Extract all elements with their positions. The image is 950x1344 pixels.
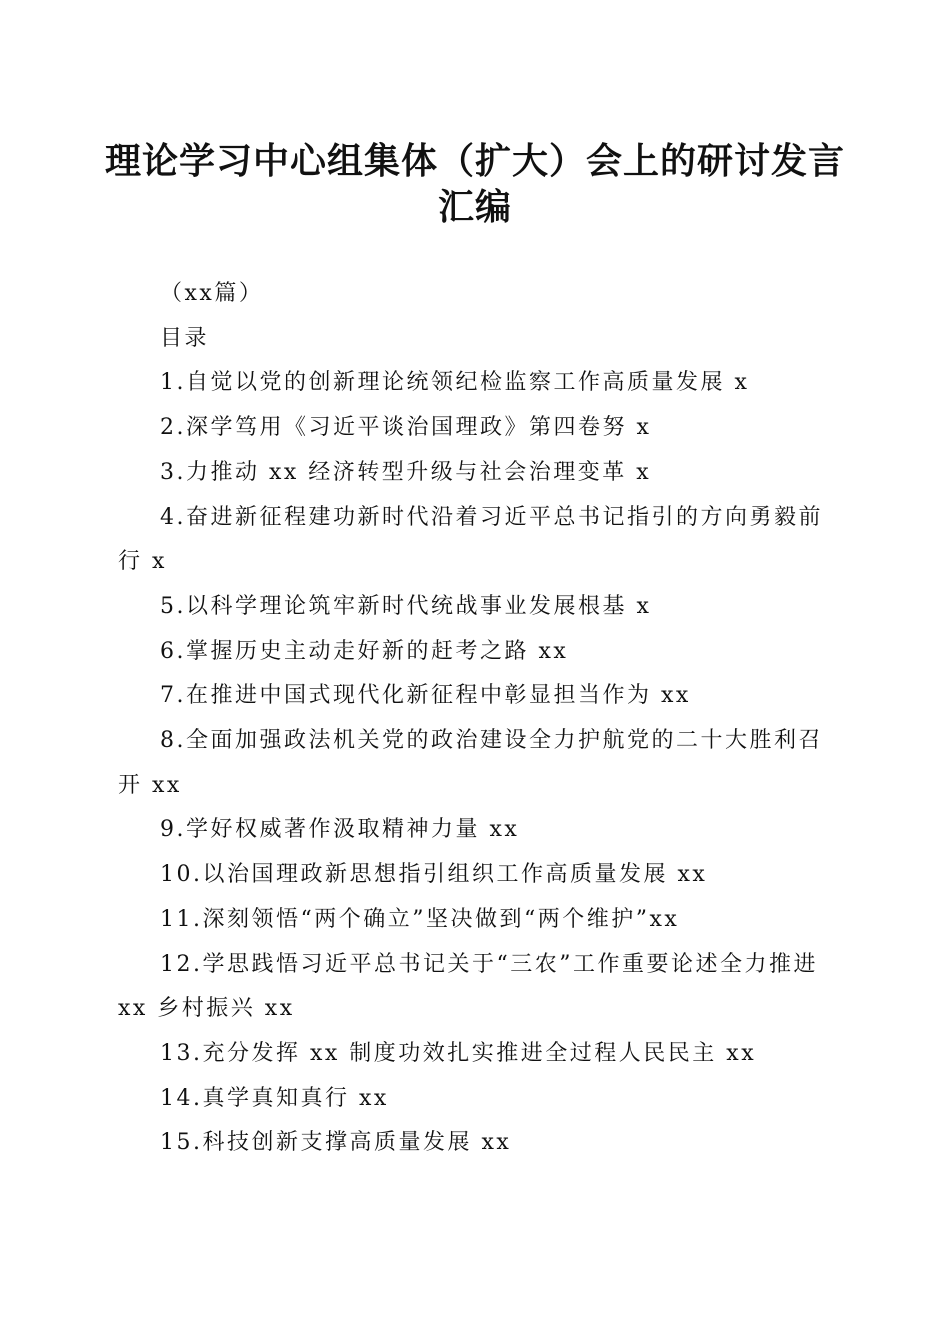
title-line-1: 理论学习中心组集体（扩大）会上的研讨发言 [104, 140, 845, 182]
toc-item-1: 1.自觉以党的创新理论统领纪检监察工作高质量发展 x [160, 370, 750, 396]
document-title [100, 138, 850, 230]
toc-heading: 目录 [160, 325, 210, 351]
count-note: （xx篇） [160, 281, 264, 306]
toc-item-12: 12.学思践悟习近平总书记关于“三农”工作重要论述全力推进 xx 乡村振兴 xx [118, 951, 818, 1022]
title-line-2: 汇编 [437, 186, 512, 228]
toc-item-7: 7.在推进中国式现代化新征程中彰显担当作为 xx [160, 683, 691, 709]
toc-item-8: 8.全面加强政法机关党的政治建设全力护航党的二十大胜利召开 xx [118, 728, 823, 798]
toc-item-15: 15.科技创新支撑高质量发展 xx [160, 1130, 512, 1156]
toc-item-10: 10.以治国理政新思想指引组织工作高质量发展 xx [160, 862, 708, 888]
document-body [118, 272, 828, 1166]
toc-item-2: 2.深学笃用《习近平谈治国理政》第四卷努 x [160, 415, 652, 441]
toc-item-5: 5.以科学理论筑牢新时代统战事业发展根基 x [160, 593, 652, 619]
toc-item-14: 14.真学真知真行 xx [160, 1085, 389, 1111]
toc-item-9: 9.学好权威著作汲取精神力量 xx [160, 817, 520, 843]
toc-item-4: 4.奋进新征程建功新时代沿着习近平总书记指引的方向勇毅前行 x [118, 504, 823, 575]
toc-item-3: 3.力推动 xx 经济转型升级与社会治理变革 x [160, 459, 652, 485]
toc-item-11: 11.深刻领悟“两个确立”坚决做到“两个维护”xx [160, 906, 680, 932]
toc-item-6: 6.掌握历史主动走好新的赶考之路 xx [160, 638, 569, 664]
toc-item-13: 13.充分发挥 xx 制度功效扎实推进全过程人民民主 xx [160, 1040, 757, 1066]
